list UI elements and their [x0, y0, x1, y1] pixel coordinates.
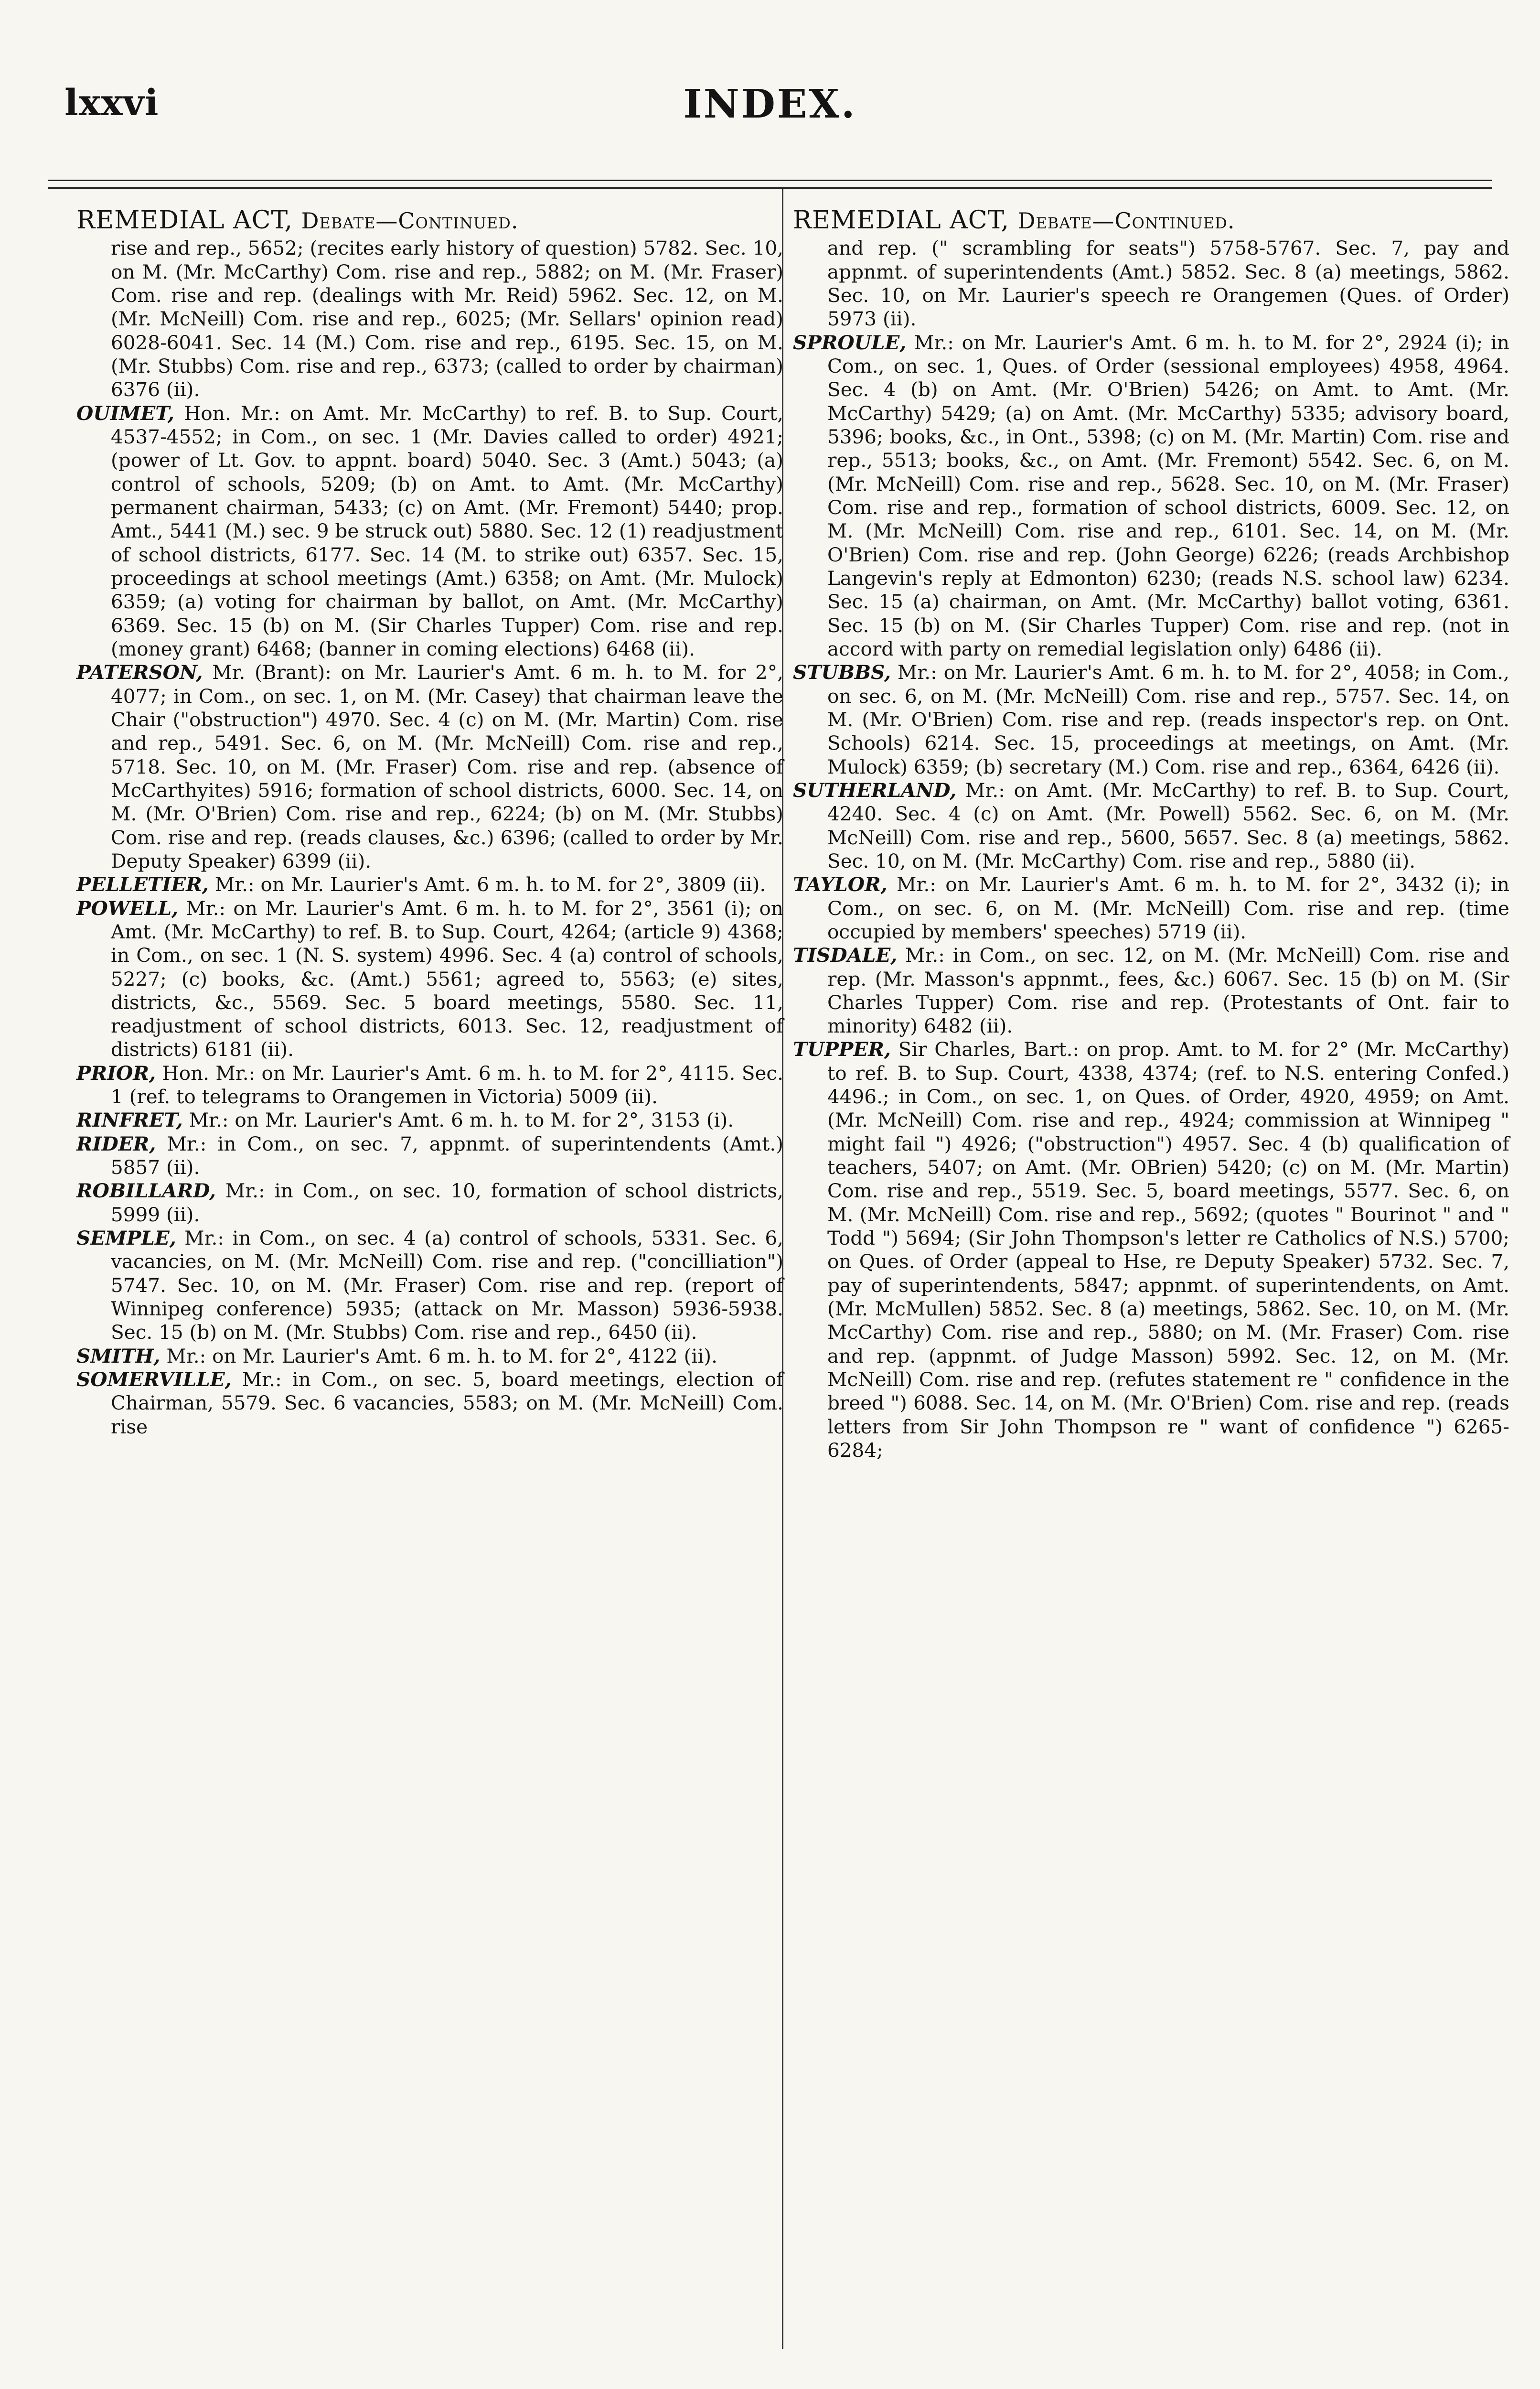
- index-entry: [76, 1179, 783, 1227]
- speaker-name: SOMERVILLE,: [76, 1368, 232, 1391]
- speaker-name: PELLETIER,: [76, 873, 209, 896]
- speaker-name: SPROULE,: [793, 331, 907, 354]
- entry-text: Mr.: in Com., on sec. 4 (a) control of schools, 5331. Sec. 6, vacancies, on M. (Mr. McNeill) Com. rise and rep. ("concilliation") 5747. Sec. 10, on M. (Mr. Fraser) Com. rise and rep. (report of Winnipeg conference) 5935; (attack on Mr. Masson) 5936-5938. Sec. 15 (b) on M. (Mr. Stubbs) Com. rise and rep., 6450 (ii).: [111, 1227, 783, 1344]
- page-header: [0, 81, 1540, 139]
- speaker-name: SMITH,: [76, 1344, 160, 1367]
- continuation-text: rise and rep., 5652; (recites early history of question) 5782. Sec. 10, on M. (Mr. McCarthy) Com. rise and rep., 5882; on M. (Mr. Fraser) Com. rise and rep. (dealings with Mr. Reid) 5962. Sec. 12, on M. (Mr. McNeill) Com. rise and rep., 6025; (Mr. Sellars' opinion read) 6028-6041. Sec. 14 (M.) Com. rise and rep., 6195. Sec. 15, on M. (Mr. Stubbs) Com. rise and rep., 6373; (called to order by chairman) 6376 (ii).: [111, 237, 783, 401]
- index-entry: [793, 779, 1509, 873]
- index-entry: [76, 1108, 783, 1132]
- entry-text: Mr.: in Com., on sec. 7, appnmt. of superintendents (Amt.) 5857 (ii).: [111, 1132, 783, 1179]
- speaker-name: ROBILLARD,: [76, 1179, 216, 1203]
- entry-text: Mr.: on Mr. Laurier's Amt. 6 m. h. to M. for 2°, 4058; in Com., on sec. 6, on M. (Mr. McNeill) Com. rise and rep., 5757. Sec. 14, on M. (Mr. O'Brien) Com. rise and rep. (reads inspector's rep. on Ont. Schools) 6214. Sec. 15, proceedings at meetings, on Amt. (Mr. Mulock) 6359; (b) secretary (M.) Com. rise and rep., 6364, 6426 (ii).: [827, 661, 1509, 778]
- entry-text: Mr.: on Mr. Laurier's Amt. 6 m. h. to M. for 2°, 4122 (ii).: [160, 1344, 717, 1367]
- entry-text: Mr.: in Com., on sec. 12, on M. (Mr. McNeill) Com. rise and rep. (Mr. Masson's appnmt., fees, &c.) 6067. Sec. 15 (b) on M. (Sir Charles Tupper) Com. rise and rep. (Protestants of Ont. fair to minority) 6482 (ii).: [827, 944, 1509, 1038]
- speaker-name: PRIOR,: [76, 1061, 156, 1085]
- entry-text: Mr. (Brant): on Mr. Laurier's Amt. 6 m. h. to M. for 2°, 4077; in Com., on sec. 1, on M. (Mr. Casey) that chairman leave the Chair ("obstruction") 4970. Sec. 4 (c) on M. (Mr. Martin) Com. rise and rep., 5491. Sec. 6, on M. (Mr. McNeill) Com. rise and rep., 5718. Sec. 10, on M. (Mr. Fraser) Com. rise and rep. (absence of McCarthyites) 5916; formation of school districts, 6000. Sec. 14, on M. (Mr. O'Brien) Com. rise and rep., 6224; (b) on M. (Mr. Stubbs) Com. rise and rep. (reads clauses, &c.) 6396; (called to order by Mr. Deputy Speaker) 6399 (ii).: [111, 661, 783, 872]
- index-entry: [793, 944, 1509, 1038]
- speaker-name: TISDALE,: [793, 944, 898, 967]
- speaker-name: TAYLOR,: [793, 873, 888, 896]
- speaker-name: OUIMET,: [76, 401, 175, 425]
- index-entry: [76, 1227, 783, 1345]
- index-entry: [76, 873, 783, 896]
- entry-text: Mr.: in Com., on sec. 5, board meetings, election of Chairman, 5579. Sec. 6 vacancies, 5583; on M. (Mr. McNeill) Com. rise: [111, 1368, 783, 1438]
- index-entry: [76, 1132, 783, 1180]
- index-entry: [793, 331, 1509, 661]
- speaker-name: SEMPLE,: [76, 1227, 176, 1250]
- index-entry: [76, 402, 783, 661]
- entry-text: Mr.: on Mr. Laurier's Amt. 6 m. h. to M. for 2°, 3561 (i); on Amt. (Mr. McCarthy) to ref. B. to Sup. Court, 4264; (article 9) 4368; in Com., on sec. 1 (N. S. system) 4996. Sec. 4 (a) control of schools, 5227; (c) books, &c. (Amt.) 5561; agreed to, 5563; (e) sites, districts, &c., 5569. Sec. 5 board meetings, 5580. Sec. 11, readjustment of school districts, 6013. Sec. 12, readjustment of districts) 6181 (ii).: [111, 896, 783, 1061]
- entry-text: Mr.: on Mr. Laurier's Amt. 6 m. h. to M. for 2°, 3809 (ii).: [208, 873, 766, 896]
- entry-text: Mr.: on Amt. (Mr. McCarthy) to ref. B. to Sup. Court, 4240. Sec. 4 (c) on Amt. (Mr. Powell) 5562. Sec. 6, on M. (Mr. McNeill) Com. rise and rep., 5600, 5657. Sec. 8 (a) meetings, 5862. Sec. 10, on M. (Mr. McCarthy) Com. rise and rep., 5880 (ii).: [827, 778, 1509, 872]
- index-entry: [76, 897, 783, 1062]
- speaker-name: TUPPER,: [793, 1038, 891, 1061]
- header-rule-bottom: [48, 187, 1492, 189]
- index-entry: [76, 661, 783, 873]
- entry-text: Mr.: on Mr. Laurier's Amt. 6 m. h. to M. for 2°, 3432 (i); in Com., on sec. 6, on M. (Mr. McNeill) Com. rise and rep. (time occupied by members' speeches) 5719 (ii).: [827, 873, 1509, 943]
- topic-subtitle: Debate—Continued.: [301, 208, 519, 234]
- entry-text: Mr.: in Com., on sec. 10, formation of school districts, 5999 (ii).: [111, 1179, 783, 1226]
- entry-text: Mr.: on Mr. Laurier's Amt. 6 m. h. to M. for 2°, 3153 (i).: [182, 1108, 734, 1132]
- index-entry: [76, 1368, 783, 1439]
- topic-title: REMEDIAL ACT,: [76, 206, 293, 235]
- speaker-name: RINFRET,: [76, 1108, 183, 1132]
- entry-text: Hon. Mr.: on Mr. Laurier's Amt. 6 m. h. to M. for 2°, 4115. Sec. 1 (ref. to telegrams to Orangemen in Victoria) 5009 (ii).: [111, 1061, 783, 1108]
- entry-text: Hon. Mr.: on Amt. Mr. McCarthy) to ref. B. to Sup. Court, 4537-4552; in Com., on sec. 1 (Mr. Davies called to order) 4921; (power of Lt. Gov. to appnt. board) 5040. Sec. 3 (Amt.) 5043; (a) control of schools, 5209; (b) on Amt. to Amt. (Mr. McCarthy) permanent chairman, 5433; (c) on Amt. (Mr. Fremont) 5440; prop. Amt., 5441 (M.) sec. 9 be struck out) 5880. Sec. 12 (1) readjustment of school districts, 6177. Sec. 14 (M. to strike out) 6357. Sec. 15, proceedings at school meetings (Amt.) 6358; on Amt. (Mr. Mulock) 6359; (a) voting for chairman by ballot, on Amt. (Mr. McCarthy) 6369. Sec. 15 (b) on M. (Sir Charles Tupper) Com. rise and rep. (money grant) 6468; (banner in coming elections) 6468 (ii).: [111, 401, 783, 660]
- entry-text: Mr.: on Mr. Laurier's Amt. 6 m. h. to M. for 2°, 2924 (i); in Com., on sec. 1, Ques. of Order (sessional employees) 4958, 4964. Sec. 4 (b) on Amt. (Mr. O'Brien) 5426; on Amt. to Amt. (Mr. McCarthy) 5429; (a) on Amt. (Mr. McCarthy) 5335; advisory board, 5396; books, &c., in Ont., 5398; (c) on M. (Mr. Martin) Com. rise and rep., 5513; books, &c., on Amt. (Mr. Fremont) 5542. Sec. 6, on M. (Mr. McNeill) Com. rise and rep., 5628. Sec. 10, on M. (Mr. Fraser) Com. rise and rep., formation of school districts, 6009. Sec. 12, on M. (Mr. McNeill) Com. rise and rep., 6101. Sec. 14, on M. (Mr. O'Brien) Com. rise and rep. (John George) 6226; (reads Archbishop Langevin's reply at Edmonton) 6230; (reads N.S. school law) 6234. Sec. 15 (a) chairman, on Amt. (Mr. McCarthy) ballot voting, 6361. Sec. 15 (b) on M. (Sir Charles Tupper) Com. rise and rep. (not in accord with party on remedial legislation only) 6486 (ii).: [827, 331, 1509, 660]
- header-rule-top: [48, 180, 1492, 181]
- speaker-name: STUBBS,: [793, 661, 891, 684]
- right-column: [793, 205, 1509, 1462]
- speaker-name: RIDER,: [76, 1132, 156, 1155]
- left-column: [76, 205, 783, 1439]
- speaker-name: SUTHERLAND,: [793, 778, 957, 802]
- topic-subtitle: Debate—Continued.: [1017, 208, 1235, 234]
- speaker-name: POWELL,: [76, 896, 179, 920]
- index-entry: [76, 1062, 783, 1109]
- index-entry: [793, 661, 1509, 779]
- page-title: INDEX.: [683, 81, 857, 127]
- speaker-name: PATERSON,: [76, 661, 203, 684]
- index-entry: [793, 1038, 1509, 1462]
- index-entry: [793, 873, 1509, 944]
- page-number: lxxvi: [64, 81, 159, 124]
- topic-heading: [76, 205, 783, 236]
- entry-text: Sir Charles, Bart.: on prop. Amt. to M. for 2° (Mr. McCarthy) to ref. B. to Sup. Court, 4338, 4374; (ref. to N.S. entering Confed.) 4496.; in Com., on sec. 1, on Ques. of Order, 4920, 4959; on Amt. (Mr. McNeill) Com. rise and rep., 4924; commission at Winnipeg " might fail ") 4926; ("obstruction") 4957. Sec. 4 (b) qualification of teachers, 5407; on Amt. (Mr. OBrien) 5420; (c) on M. (Mr. Martin) Com. rise and rep., 5519. Sec. 5, board meetings, 5577. Sec. 6, on M. (Mr. McNeill) Com. rise and rep., 5692; (quotes " Bourinot " and " Todd ") 5694; (Sir John Thompson's letter re Catholics of N.S.) 5700; on Ques. of Order (appeal to Hse, re Deputy Speaker) 5732. Sec. 7, pay of superintendents, 5847; appnmt. of superintendents, on Amt. (Mr. McMullen) 5852. Sec. 8 (a) meetings, 5862. Sec. 10, on M. (Mr. McCarthy) Com. rise and rep., 5880; on M. (Mr. Fraser) Com. rise and rep. (appnmt. of Judge Masson) 5992. Sec. 12, on M. (Mr. McNeill) Com. rise and rep. (refutes statement re " confidence in the breed ") 6088. Sec. 14, on M. (Mr. O'Brien) Com. rise and rep. (reads letters from Sir John Thompson re " want of confidence ") 6265-6284;: [827, 1038, 1509, 1462]
- topic-heading: [793, 205, 1509, 236]
- continuation-text: and rep. (" scrambling for seats") 5758-5767. Sec. 7, pay and appnmt. of superintendents (Amt.) 5852. Sec. 8 (a) meetings, 5862. Sec. 10, on Mr. Laurier's speech re Orangemen (Ques. of Order) 5973 (ii).: [827, 237, 1509, 331]
- index-entry: [76, 1345, 783, 1368]
- topic-title: REMEDIAL ACT,: [793, 206, 1010, 235]
